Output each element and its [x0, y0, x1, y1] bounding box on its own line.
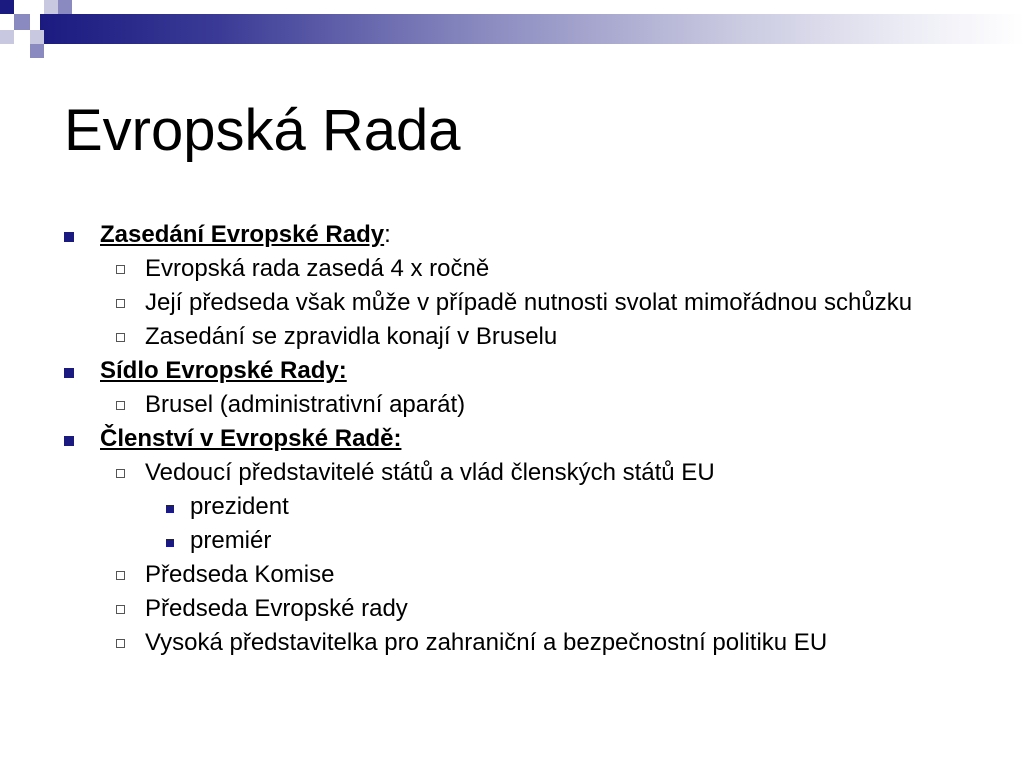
list-item — [60, 392, 1000, 418]
deco-square — [30, 30, 44, 44]
hollow-square-bullet-icon — [116, 265, 125, 274]
slide-content — [60, 222, 1000, 664]
square-bullet-icon — [166, 539, 174, 547]
deco-square — [0, 0, 14, 14]
list-item-text: Předseda Komise — [145, 561, 335, 588]
square-bullet-icon — [166, 505, 174, 513]
list-item — [60, 460, 1000, 486]
header-decoration — [0, 0, 1024, 70]
slide-title: Evropská Rada — [64, 98, 461, 163]
list-item-text: Zasedání se zpravidla konají v Bruselu — [145, 323, 558, 350]
sub-list-item — [60, 528, 1000, 554]
list-item-text: Její předseda však může v případě nutnosti svolat mimořádnou schůzku — [145, 289, 913, 316]
hollow-square-bullet-icon — [116, 401, 125, 410]
list-item — [60, 256, 1000, 282]
deco-square — [30, 44, 44, 58]
hollow-square-bullet-icon — [116, 605, 125, 614]
square-bullet-icon — [64, 232, 74, 242]
list-item — [60, 630, 1000, 656]
list-item-text: Brusel (administrativní aparát) — [145, 391, 466, 418]
gradient-band — [40, 14, 1024, 44]
hollow-square-bullet-icon — [116, 571, 125, 580]
list-item-text: Vedoucí představitelé států a vlád členských států EU — [145, 459, 715, 486]
sub-list-item-text: prezident — [190, 493, 289, 520]
hollow-square-bullet-icon — [116, 469, 125, 478]
section-heading-text: Zasedání Evropské Rady — [100, 221, 385, 248]
deco-square — [58, 0, 72, 14]
deco-square — [14, 14, 30, 30]
section-heading — [60, 426, 1000, 452]
list-item — [60, 324, 1000, 350]
section-heading — [60, 358, 1000, 384]
hollow-square-bullet-icon — [116, 639, 125, 648]
sub-list-item-text: premiér — [190, 527, 272, 554]
square-bullet-icon — [64, 368, 74, 378]
sub-list-item — [60, 494, 1000, 520]
square-bullet-icon — [64, 436, 74, 446]
hollow-square-bullet-icon — [116, 333, 125, 342]
list-item — [60, 596, 1000, 622]
section-heading-text: Členství v Evropské Radě: — [100, 425, 402, 452]
heading-colon: : — [384, 221, 391, 248]
list-item — [60, 562, 1000, 588]
section-heading — [60, 222, 1000, 248]
list-item-text: Vysoká představitelka pro zahraniční a bezpečnostní politiku EU — [145, 629, 828, 656]
deco-square — [44, 0, 58, 14]
section-heading-text: Sídlo Evropské Rady: — [100, 357, 347, 384]
list-item-text: Předseda Evropské rady — [145, 595, 408, 622]
deco-square — [0, 30, 14, 44]
list-item-text: Evropská rada zasedá 4 x ročně — [145, 255, 490, 282]
list-item — [60, 290, 1000, 316]
hollow-square-bullet-icon — [116, 299, 125, 308]
